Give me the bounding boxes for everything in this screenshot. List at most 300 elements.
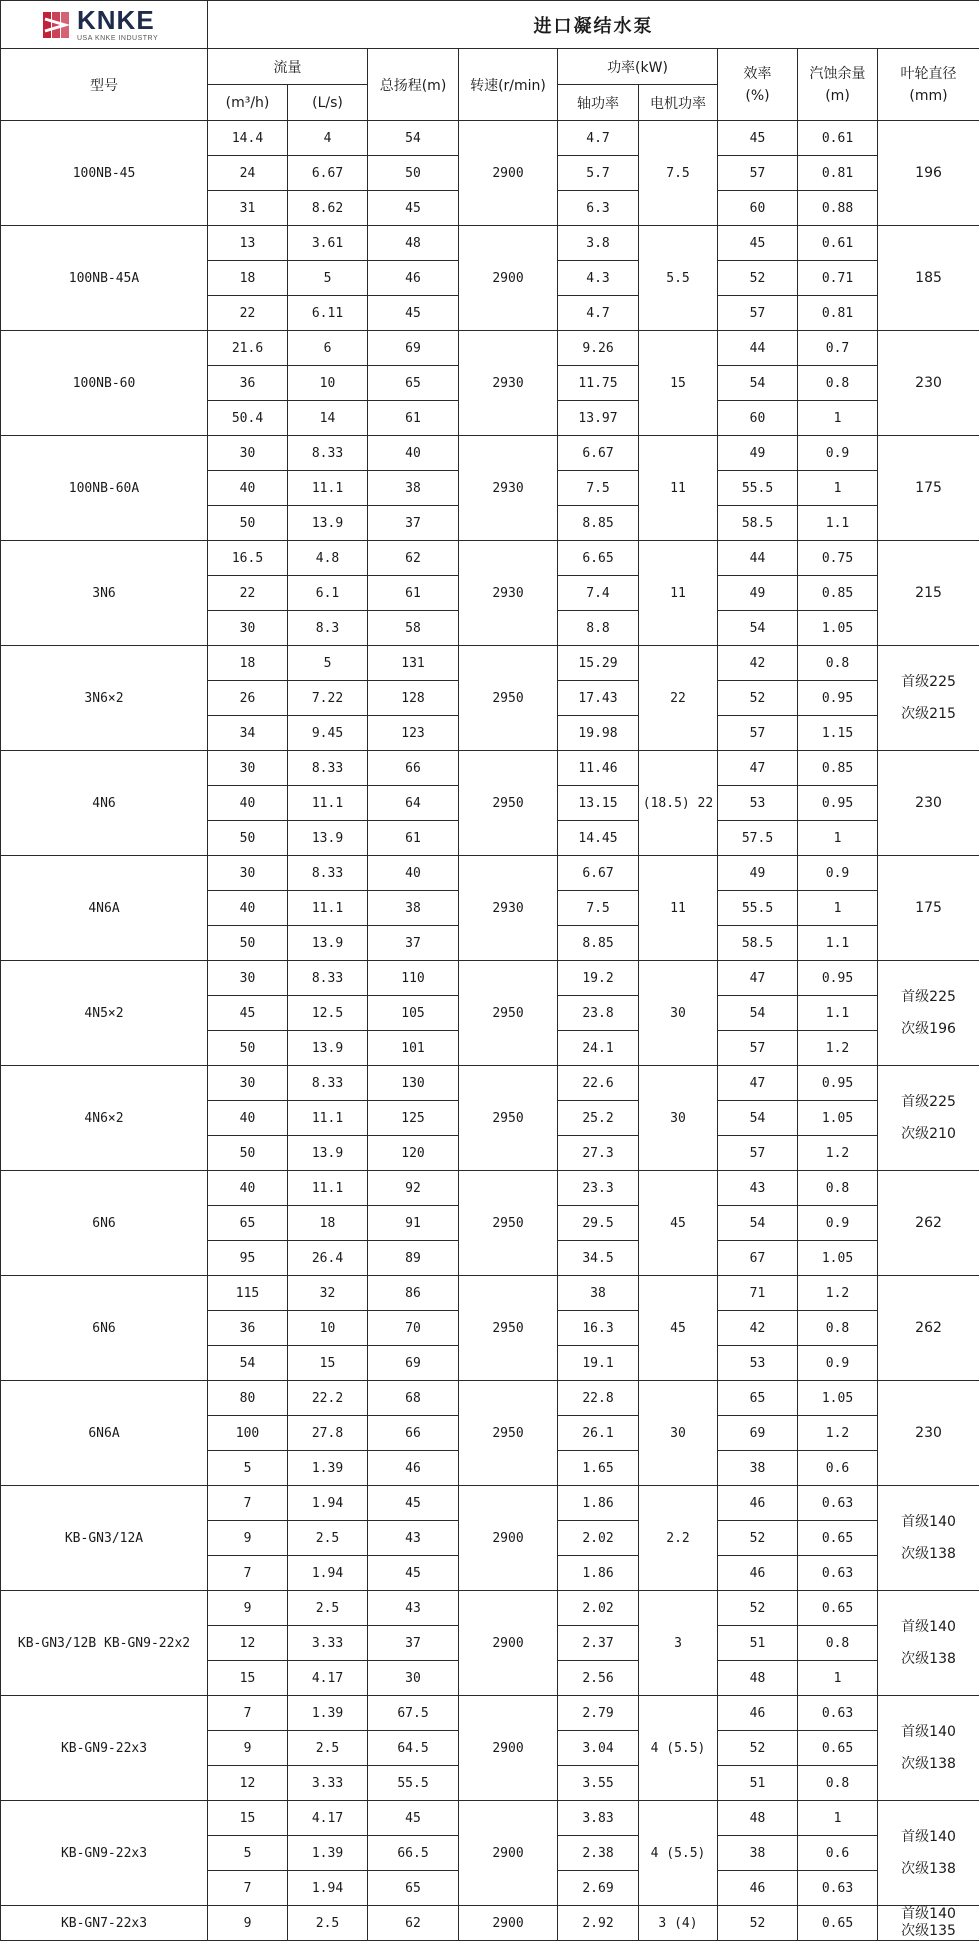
header-impeller-unit: (mm) xyxy=(909,87,948,104)
flow-ls-cell: 18 xyxy=(288,1206,368,1241)
flow-ls-cell: 8.33 xyxy=(288,1066,368,1101)
flow-m3h-cell: 24 xyxy=(208,156,288,191)
shaft-power-cell: 2.37 xyxy=(558,1626,639,1661)
shaft-power-cell: 3.83 xyxy=(558,1801,639,1836)
flow-m3h-cell: 30 xyxy=(208,436,288,471)
npsh-cell: 0.61 xyxy=(798,226,878,261)
shaft-power-cell: 4.7 xyxy=(558,121,639,156)
impeller-values xyxy=(878,1083,979,1153)
impeller-cell xyxy=(878,541,979,646)
head-cell: 37 xyxy=(368,926,459,961)
header-impeller-label: 叶轮直径 xyxy=(900,65,957,82)
flow-m3h-cell: 7 xyxy=(208,1556,288,1591)
flow-m3h-cell: 100 xyxy=(208,1416,288,1451)
head-cell: 30 xyxy=(368,1661,459,1696)
head-cell: 62 xyxy=(368,541,459,576)
head-cell: 40 xyxy=(368,856,459,891)
impeller-value: 262 xyxy=(915,1215,942,1231)
efficiency-cell: 58.5 xyxy=(718,926,798,961)
efficiency-cell: 43 xyxy=(718,1171,798,1206)
flow-ls-cell: 11.1 xyxy=(288,1171,368,1206)
flow-ls-cell: 11.1 xyxy=(288,471,368,506)
flow-m3h-cell: 40 xyxy=(208,786,288,821)
brand-logo xyxy=(41,7,207,42)
flow-m3h-cell: 50 xyxy=(208,821,288,856)
efficiency-cell: 47 xyxy=(718,751,798,786)
flow-m3h-cell: 31 xyxy=(208,191,288,226)
shaft-power-cell: 4.7 xyxy=(558,296,639,331)
flow-ls-cell: 11.1 xyxy=(288,1101,368,1136)
shaft-power-cell: 1.65 xyxy=(558,1451,639,1486)
impeller-cell xyxy=(878,1801,979,1906)
flow-ls-cell: 15 xyxy=(288,1346,368,1381)
npsh-cell: 0.9 xyxy=(798,1206,878,1241)
shaft-power-cell: 22.6 xyxy=(558,1066,639,1101)
shaft-power-cell: 24.1 xyxy=(558,1031,639,1066)
head-cell: 131 xyxy=(368,646,459,681)
shaft-power-cell: 29.5 xyxy=(558,1206,639,1241)
motor-power-cell: 30 xyxy=(639,1066,718,1171)
efficiency-cell: 46 xyxy=(718,1556,798,1591)
impeller-value: 230 xyxy=(915,1425,942,1441)
npsh-cell: 0.6 xyxy=(798,1451,878,1486)
flow-ls-cell: 3.33 xyxy=(288,1766,368,1801)
efficiency-cell: 54 xyxy=(718,366,798,401)
flow-ls-cell: 7.22 xyxy=(288,681,368,716)
npsh-cell: 1 xyxy=(798,1801,878,1836)
flow-m3h-cell: 9 xyxy=(208,1906,288,1941)
head-cell: 110 xyxy=(368,961,459,996)
flow-ls-cell: 8.33 xyxy=(288,751,368,786)
shaft-power-cell: 19.98 xyxy=(558,716,639,751)
npsh-cell: 0.8 xyxy=(798,646,878,681)
table-row xyxy=(1,1696,979,1731)
efficiency-cell: 44 xyxy=(718,331,798,366)
npsh-cell: 1 xyxy=(798,891,878,926)
npsh-cell: 0.61 xyxy=(798,121,878,156)
efficiency-cell: 57 xyxy=(718,1031,798,1066)
npsh-cell: 1 xyxy=(798,821,878,856)
efficiency-cell: 52 xyxy=(718,681,798,716)
flow-m3h-cell: 15 xyxy=(208,1801,288,1836)
head-cell: 68 xyxy=(368,1381,459,1416)
impeller-cell xyxy=(878,1906,979,1941)
flow-m3h-cell: 5 xyxy=(208,1451,288,1486)
impeller-cell xyxy=(878,1276,979,1381)
flow-ls-cell: 10 xyxy=(288,1311,368,1346)
model-cell: KB-GN7-22x3 xyxy=(1,1906,208,1941)
spec-body xyxy=(1,121,979,1941)
flow-ls-cell: 6.67 xyxy=(288,156,368,191)
flow-ls-cell: 4.17 xyxy=(288,1801,368,1836)
efficiency-cell: 52 xyxy=(718,1906,798,1941)
npsh-cell: 1 xyxy=(798,1661,878,1696)
flow-m3h-cell: 40 xyxy=(208,471,288,506)
impeller-cell xyxy=(878,226,979,331)
flow-ls-cell: 13.9 xyxy=(288,1031,368,1066)
efficiency-cell: 42 xyxy=(718,646,798,681)
table-row xyxy=(1,1066,979,1101)
npsh-cell: 0.81 xyxy=(798,296,878,331)
impeller-values xyxy=(878,477,979,499)
shaft-power-cell: 8.85 xyxy=(558,926,639,961)
shaft-power-cell: 15.29 xyxy=(558,646,639,681)
shaft-power-cell: 6.3 xyxy=(558,191,639,226)
head-cell: 61 xyxy=(368,401,459,436)
flow-ls-cell: 1.94 xyxy=(288,1871,368,1906)
table-title: 进口凝结水泵 xyxy=(208,1,979,49)
shaft-power-cell: 3.8 xyxy=(558,226,639,261)
speed-cell: 2900 xyxy=(459,1696,558,1801)
efficiency-cell: 57 xyxy=(718,296,798,331)
impeller-values xyxy=(878,1608,979,1678)
flow-m3h-cell: 50 xyxy=(208,926,288,961)
efficiency-cell: 38 xyxy=(718,1451,798,1486)
motor-power-cell: 11 xyxy=(639,856,718,961)
head-cell: 43 xyxy=(368,1521,459,1556)
npsh-cell: 1 xyxy=(798,471,878,506)
impeller-value: 首级140 xyxy=(901,1829,956,1845)
flow-m3h-cell: 14.4 xyxy=(208,121,288,156)
flow-m3h-cell: 40 xyxy=(208,1101,288,1136)
head-cell: 62 xyxy=(368,1906,459,1941)
model-cell: 100NB-60 xyxy=(1,331,208,436)
speed-cell: 2900 xyxy=(459,1906,558,1941)
flow-m3h-cell: 9 xyxy=(208,1731,288,1766)
flow-m3h-cell: 80 xyxy=(208,1381,288,1416)
npsh-cell: 1.2 xyxy=(798,1416,878,1451)
flow-ls-cell: 1.39 xyxy=(288,1451,368,1486)
speed-cell: 2930 xyxy=(459,436,558,541)
flow-m3h-cell: 12 xyxy=(208,1766,288,1801)
npsh-cell: 0.95 xyxy=(798,1066,878,1101)
shaft-power-cell: 13.97 xyxy=(558,401,639,436)
efficiency-cell: 51 xyxy=(718,1766,798,1801)
header-head: 总扬程(m) xyxy=(368,49,459,121)
npsh-cell: 0.65 xyxy=(798,1521,878,1556)
shaft-power-cell: 2.69 xyxy=(558,1871,639,1906)
impeller-values xyxy=(878,1503,979,1573)
motor-power-cell: 30 xyxy=(639,1381,718,1486)
impeller-values xyxy=(878,1818,979,1888)
efficiency-cell: 48 xyxy=(718,1661,798,1696)
motor-power-cell: 45 xyxy=(639,1276,718,1381)
efficiency-cell: 54 xyxy=(718,1206,798,1241)
shaft-power-cell: 23.3 xyxy=(558,1171,639,1206)
impeller-values xyxy=(878,1906,979,1940)
flow-m3h-cell: 7 xyxy=(208,1871,288,1906)
shaft-power-cell: 2.56 xyxy=(558,1661,639,1696)
flow-m3h-cell: 22 xyxy=(208,576,288,611)
shaft-power-cell: 6.65 xyxy=(558,541,639,576)
efficiency-cell: 55.5 xyxy=(718,891,798,926)
npsh-cell: 0.85 xyxy=(798,576,878,611)
flow-m3h-cell: 40 xyxy=(208,891,288,926)
header-flow-m3h: (m³/h) xyxy=(208,85,288,121)
header-efficiency-label: 效率 xyxy=(743,65,772,82)
model-cell: 6N6 xyxy=(1,1276,208,1381)
shaft-power-cell: 13.15 xyxy=(558,786,639,821)
motor-power-cell: 3 xyxy=(639,1591,718,1696)
flow-ls-cell: 26.4 xyxy=(288,1241,368,1276)
efficiency-cell: 47 xyxy=(718,961,798,996)
impeller-cell xyxy=(878,121,979,226)
npsh-cell: 0.88 xyxy=(798,191,878,226)
model-cell: 3N6×2 xyxy=(1,646,208,751)
flow-m3h-cell: 12 xyxy=(208,1626,288,1661)
model-cell: 4N6 xyxy=(1,751,208,856)
speed-cell: 2900 xyxy=(459,226,558,331)
impeller-cell xyxy=(878,1486,979,1591)
npsh-cell: 1.1 xyxy=(798,506,878,541)
flow-m3h-cell: 9 xyxy=(208,1591,288,1626)
flow-ls-cell: 6.1 xyxy=(288,576,368,611)
efficiency-cell: 46 xyxy=(718,1486,798,1521)
efficiency-cell: 57.5 xyxy=(718,821,798,856)
shaft-power-cell: 38 xyxy=(558,1276,639,1311)
flow-m3h-cell: 36 xyxy=(208,366,288,401)
head-cell: 66.5 xyxy=(368,1836,459,1871)
head-cell: 61 xyxy=(368,821,459,856)
model-cell: 6N6A xyxy=(1,1381,208,1486)
flow-ls-cell: 13.9 xyxy=(288,821,368,856)
head-cell: 45 xyxy=(368,1556,459,1591)
efficiency-cell: 44 xyxy=(718,541,798,576)
flow-m3h-cell: 16.5 xyxy=(208,541,288,576)
flow-ls-cell: 11.1 xyxy=(288,786,368,821)
shaft-power-cell: 6.67 xyxy=(558,856,639,891)
header-npsh-label: 汽蚀余量 xyxy=(809,65,866,82)
shaft-power-cell: 11.75 xyxy=(558,366,639,401)
npsh-cell: 1.1 xyxy=(798,996,878,1031)
head-cell: 45 xyxy=(368,191,459,226)
header-motor-power: 电机功率 xyxy=(639,85,718,121)
flow-m3h-cell: 26 xyxy=(208,681,288,716)
head-cell: 89 xyxy=(368,1241,459,1276)
brand-name: KNKE xyxy=(77,5,155,35)
flow-ls-cell: 5 xyxy=(288,646,368,681)
npsh-cell: 0.71 xyxy=(798,261,878,296)
efficiency-cell: 53 xyxy=(718,1346,798,1381)
head-cell: 65 xyxy=(368,366,459,401)
table-row xyxy=(1,331,979,366)
flow-ls-cell: 5 xyxy=(288,261,368,296)
npsh-cell: 1.15 xyxy=(798,716,878,751)
flow-ls-cell: 8.3 xyxy=(288,611,368,646)
npsh-cell: 0.63 xyxy=(798,1696,878,1731)
impeller-value: 首级140 xyxy=(901,1906,956,1922)
npsh-cell: 0.8 xyxy=(798,1626,878,1661)
table-row xyxy=(1,541,979,576)
head-cell: 43 xyxy=(368,1591,459,1626)
impeller-values xyxy=(878,1317,979,1339)
npsh-cell: 0.81 xyxy=(798,156,878,191)
head-cell: 48 xyxy=(368,226,459,261)
motor-power-cell: 2.2 xyxy=(639,1486,718,1591)
shaft-power-cell: 14.45 xyxy=(558,821,639,856)
speed-cell: 2950 xyxy=(459,751,558,856)
flow-ls-cell: 6.11 xyxy=(288,296,368,331)
brand-tagline: USA KNKE INDUSTRY xyxy=(77,35,159,42)
impeller-value: 175 xyxy=(915,900,942,916)
npsh-cell: 0.63 xyxy=(798,1486,878,1521)
flow-m3h-cell: 15 xyxy=(208,1661,288,1696)
shaft-power-cell: 34.5 xyxy=(558,1241,639,1276)
shaft-power-cell: 8.85 xyxy=(558,506,639,541)
efficiency-cell: 49 xyxy=(718,856,798,891)
flow-ls-cell: 8.62 xyxy=(288,191,368,226)
shaft-power-cell: 16.3 xyxy=(558,1311,639,1346)
shaft-power-cell: 26.1 xyxy=(558,1416,639,1451)
flow-m3h-cell: 13 xyxy=(208,226,288,261)
motor-power-cell: 11 xyxy=(639,541,718,646)
impeller-values xyxy=(878,162,979,184)
efficiency-cell: 47 xyxy=(718,1066,798,1101)
npsh-cell: 0.6 xyxy=(798,1836,878,1871)
table-row xyxy=(1,1801,979,1836)
impeller-value: 首级225 xyxy=(901,674,956,690)
model-cell: KB-GN3/12B KB-GN9-22x2 xyxy=(1,1591,208,1696)
head-cell: 128 xyxy=(368,681,459,716)
head-cell: 69 xyxy=(368,1346,459,1381)
head-cell: 54 xyxy=(368,121,459,156)
flow-m3h-cell: 115 xyxy=(208,1276,288,1311)
efficiency-cell: 65 xyxy=(718,1381,798,1416)
npsh-cell: 0.8 xyxy=(798,1171,878,1206)
header-efficiency xyxy=(718,49,798,121)
efficiency-cell: 52 xyxy=(718,1731,798,1766)
table-row xyxy=(1,856,979,891)
head-cell: 120 xyxy=(368,1136,459,1171)
shaft-power-cell: 3.55 xyxy=(558,1766,639,1801)
head-cell: 70 xyxy=(368,1311,459,1346)
motor-power-cell: 22 xyxy=(639,646,718,751)
head-cell: 37 xyxy=(368,1626,459,1661)
model-cell: 4N6×2 xyxy=(1,1066,208,1171)
flow-m3h-cell: 5 xyxy=(208,1836,288,1871)
speed-cell: 2900 xyxy=(459,1591,558,1696)
flow-ls-cell: 8.33 xyxy=(288,436,368,471)
efficiency-cell: 54 xyxy=(718,996,798,1031)
impeller-values xyxy=(878,1212,979,1234)
header-npsh xyxy=(798,49,878,121)
efficiency-cell: 69 xyxy=(718,1416,798,1451)
table-row xyxy=(1,961,979,996)
speed-cell: 2950 xyxy=(459,646,558,751)
impeller-value: 首级225 xyxy=(901,989,956,1005)
flow-m3h-cell: 7 xyxy=(208,1486,288,1521)
flow-m3h-cell: 21.6 xyxy=(208,331,288,366)
table-row xyxy=(1,121,979,156)
efficiency-cell: 57 xyxy=(718,156,798,191)
impeller-cell xyxy=(878,1696,979,1801)
flow-m3h-cell: 54 xyxy=(208,1346,288,1381)
flow-m3h-cell: 7 xyxy=(208,1696,288,1731)
efficiency-cell: 53 xyxy=(718,786,798,821)
shaft-power-cell: 9.26 xyxy=(558,331,639,366)
efficiency-cell: 60 xyxy=(718,191,798,226)
motor-power-cell: 3 (4) xyxy=(639,1906,718,1941)
flow-ls-cell: 3.33 xyxy=(288,1626,368,1661)
impeller-value: 215 xyxy=(915,585,942,601)
npsh-cell: 1.05 xyxy=(798,1101,878,1136)
impeller-value: 196 xyxy=(915,165,942,181)
head-cell: 64 xyxy=(368,786,459,821)
efficiency-cell: 46 xyxy=(718,1871,798,1906)
motor-power-cell: 5.5 xyxy=(639,226,718,331)
efficiency-cell: 55.5 xyxy=(718,471,798,506)
shaft-power-cell: 2.38 xyxy=(558,1836,639,1871)
flow-ls-cell: 12.5 xyxy=(288,996,368,1031)
shaft-power-cell: 3.04 xyxy=(558,1731,639,1766)
npsh-cell: 1.05 xyxy=(798,611,878,646)
impeller-cell xyxy=(878,1066,979,1171)
flow-m3h-cell: 40 xyxy=(208,1171,288,1206)
shaft-power-cell: 25.2 xyxy=(558,1101,639,1136)
impeller-value: 230 xyxy=(915,795,942,811)
impeller-cell xyxy=(878,646,979,751)
motor-power-cell: 4 (5.5) xyxy=(639,1801,718,1906)
speed-cell: 2950 xyxy=(459,961,558,1066)
speed-cell: 2930 xyxy=(459,541,558,646)
flow-ls-cell: 2.5 xyxy=(288,1906,368,1941)
shaft-power-cell: 22.8 xyxy=(558,1381,639,1416)
table-row xyxy=(1,751,979,786)
flow-ls-cell: 8.33 xyxy=(288,856,368,891)
efficiency-cell: 58.5 xyxy=(718,506,798,541)
head-cell: 61 xyxy=(368,576,459,611)
header-power: 功率(kW) xyxy=(558,49,718,85)
flow-m3h-cell: 22 xyxy=(208,296,288,331)
head-cell: 46 xyxy=(368,261,459,296)
flow-ls-cell: 8.33 xyxy=(288,961,368,996)
npsh-cell: 0.8 xyxy=(798,1311,878,1346)
impeller-values xyxy=(878,978,979,1048)
impeller-cell xyxy=(878,1381,979,1486)
model-cell: 4N5×2 xyxy=(1,961,208,1066)
shaft-power-cell: 2.02 xyxy=(558,1521,639,1556)
efficiency-cell: 57 xyxy=(718,716,798,751)
table-row xyxy=(1,1906,979,1941)
head-cell: 101 xyxy=(368,1031,459,1066)
flow-ls-cell: 2.5 xyxy=(288,1731,368,1766)
impeller-value: 262 xyxy=(915,1320,942,1336)
impeller-values xyxy=(878,1422,979,1444)
shaft-power-cell: 7.4 xyxy=(558,576,639,611)
shaft-power-cell: 19.2 xyxy=(558,961,639,996)
header-model: 型号 xyxy=(1,49,208,121)
shaft-power-cell: 2.79 xyxy=(558,1696,639,1731)
impeller-cell xyxy=(878,436,979,541)
npsh-cell: 0.65 xyxy=(798,1591,878,1626)
efficiency-cell: 46 xyxy=(718,1696,798,1731)
flow-ls-cell: 1.94 xyxy=(288,1486,368,1521)
flow-m3h-cell: 34 xyxy=(208,716,288,751)
npsh-cell: 0.95 xyxy=(798,961,878,996)
impeller-values xyxy=(878,372,979,394)
model-cell: 100NB-60A xyxy=(1,436,208,541)
shaft-power-cell: 6.67 xyxy=(558,436,639,471)
head-cell: 66 xyxy=(368,751,459,786)
impeller-values xyxy=(878,663,979,733)
table-row xyxy=(1,1381,979,1416)
npsh-cell: 0.85 xyxy=(798,751,878,786)
flow-m3h-cell: 50.4 xyxy=(208,401,288,436)
efficiency-cell: 52 xyxy=(718,261,798,296)
npsh-cell: 0.65 xyxy=(798,1731,878,1766)
head-cell: 55.5 xyxy=(368,1766,459,1801)
efficiency-cell: 52 xyxy=(718,1591,798,1626)
